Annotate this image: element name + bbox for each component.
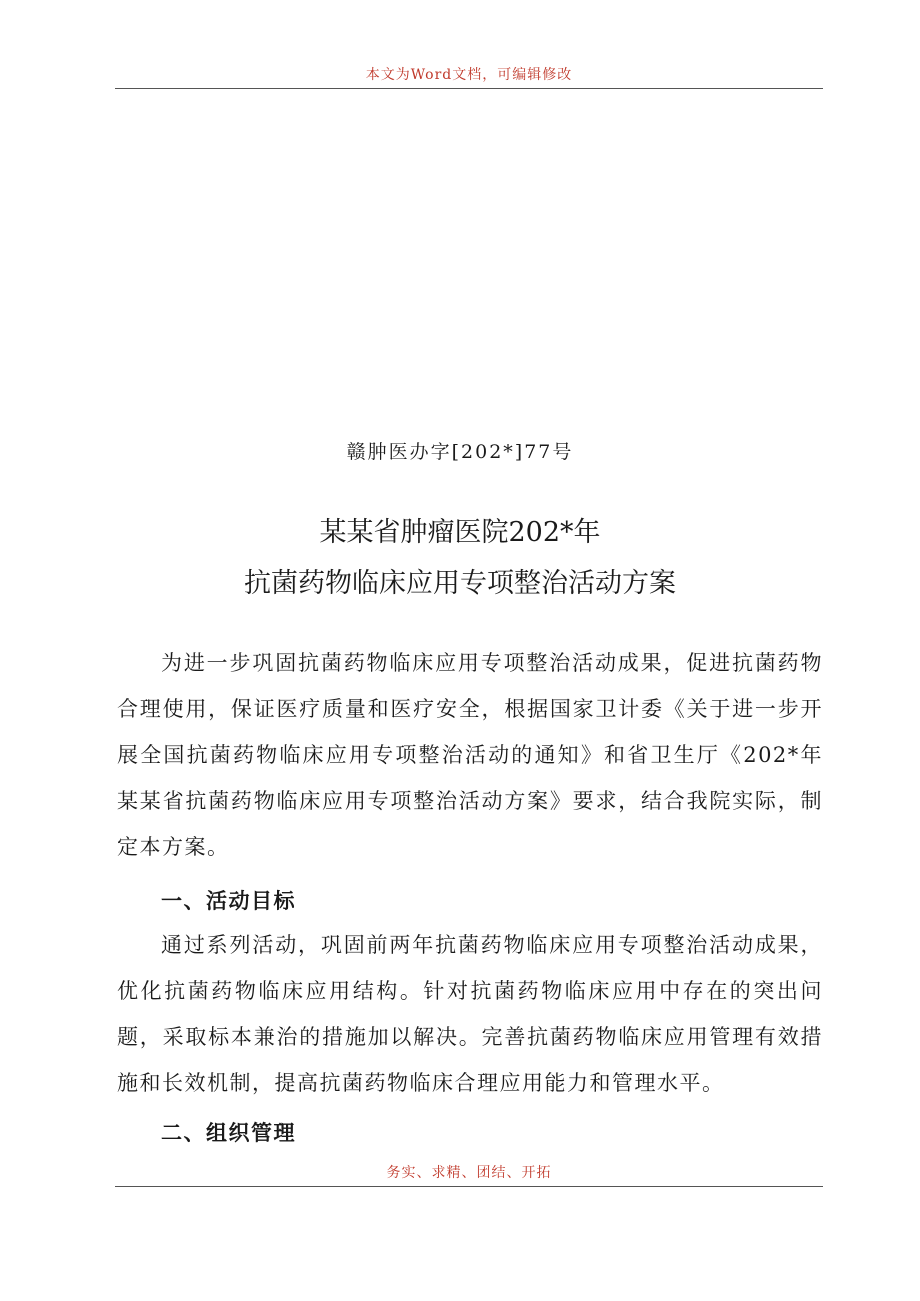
document-title-line-1: 某某省肿瘤医院202*年 bbox=[319, 517, 601, 548]
section-1-paragraph: 通过系列活动，巩固前两年抗菌药物临床应用专项整治活动成果，优化抗菌药物临床应用结构。针对抗菌药物临床应用中存在的突出问题，采取标本兼治的措施加以解决。完善抗菌药物临床应用管理有效措施和长效机制，提高抗菌药物临床合理应用能力和管理水平。 bbox=[117, 933, 823, 1095]
page-footer bbox=[115, 1162, 823, 1187]
footer-motto: 务实、求精、团结、开拓 bbox=[386, 1165, 552, 1181]
document-title-line-2: 抗菌药物临床应用专项整治活动方案 bbox=[244, 568, 676, 599]
header-note: 本文为Word文档，可编辑修改 bbox=[365, 67, 573, 83]
section-2-heading: 二、组织管理 bbox=[161, 1121, 296, 1145]
intro-paragraph: 为进一步巩固抗菌药物临床应用专项整治活动成果，促进抗菌药物合理使用，保证医疗质量和医疗安全，根据国家卫计委《关于进一步开展全国抗菌药物临床应用专项整治活动的通知》和省卫生厅《202*年某某省抗菌药物临床应用专项整治活动方案》要求，结合我院实际，制定本方案。 bbox=[117, 651, 823, 859]
document-number: 赣肿医办字[202*]77号 bbox=[346, 441, 574, 463]
section-1-heading: 一、活动目标 bbox=[161, 889, 296, 913]
page-header bbox=[115, 64, 823, 89]
